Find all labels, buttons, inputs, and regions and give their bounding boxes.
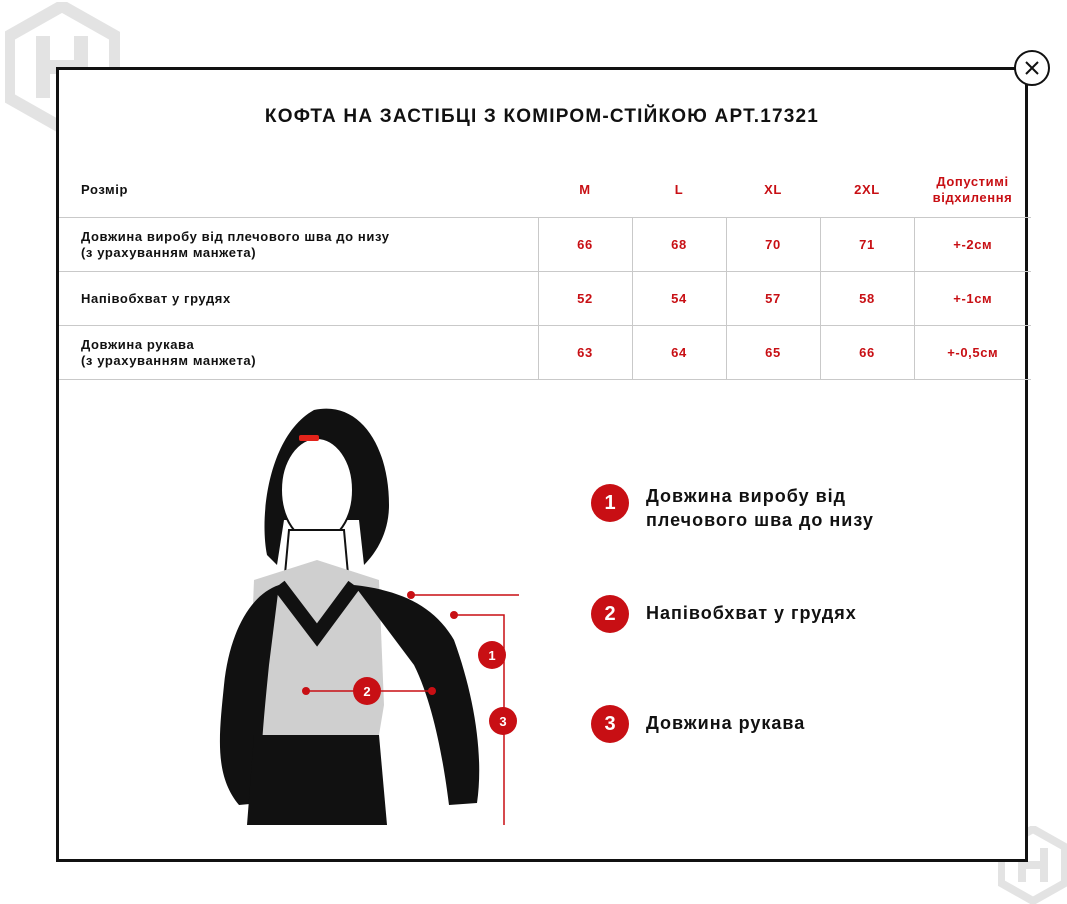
- row-label-length: [59, 218, 538, 272]
- marker-1-label: 1: [488, 648, 496, 663]
- marker-1: [474, 637, 510, 673]
- row-label-line1: Довжина виробу від плечового шва до низу: [81, 228, 390, 244]
- garment-figure: [199, 405, 519, 825]
- header-tolerance-line1: Допустимі: [936, 173, 1009, 189]
- header-size-xl: XL: [764, 182, 782, 197]
- table-cell: 66: [820, 326, 914, 380]
- row-label-line1: Довжина рукава: [81, 336, 195, 352]
- legend-text: Напівобхват у грудях: [646, 603, 857, 623]
- close-icon: [1024, 60, 1040, 76]
- table-row: [59, 218, 1031, 272]
- header-tolerance-line2: відхилення: [932, 189, 1013, 205]
- table-cell: 57: [726, 272, 820, 326]
- close-button[interactable]: [1014, 50, 1050, 86]
- modal-title: КОФТА НА ЗАСТІБЦІ З КОМІРОМ-СТІЙКОЮ АРТ.17321: [264, 106, 820, 127]
- measure-point: [450, 611, 458, 619]
- header-size-2xl: 2XL: [854, 182, 880, 197]
- table-cell: 54: [632, 272, 726, 326]
- tolerance-cell: +-0,5см: [914, 326, 1031, 380]
- header-size-m: M: [579, 182, 591, 197]
- measure-point: [428, 687, 436, 695]
- cap-detail: [299, 435, 319, 441]
- header-size-label: Розмір: [81, 182, 129, 197]
- marker-2-label: 2: [363, 684, 371, 699]
- legend-item-length: [591, 484, 991, 532]
- measure-point: [407, 591, 415, 599]
- size-chart-modal: [56, 67, 1028, 862]
- table-cell: 64: [632, 326, 726, 380]
- legend-item-chest: [591, 595, 991, 633]
- face-shape: [281, 438, 353, 542]
- table-cell: 65: [726, 326, 820, 380]
- table-cell: 66: [538, 218, 632, 272]
- header-size-l: L: [674, 182, 684, 197]
- legend-item-sleeve: [591, 705, 991, 743]
- tolerance-cell: +-1см: [914, 272, 1031, 326]
- table-cell: 68: [632, 218, 726, 272]
- row-label-line2: (з урахуванням манжета): [81, 352, 257, 368]
- pants-shape: [247, 735, 387, 825]
- tolerance-cell: +-2см: [914, 218, 1031, 272]
- legend-text: Довжина рукава: [646, 713, 806, 733]
- table-cell: 70: [726, 218, 820, 272]
- size-table: [59, 162, 1031, 380]
- legend-text: Довжина виробу від плечового шва до низу: [646, 486, 874, 530]
- row-label-line2: (з урахуванням манжета): [81, 244, 257, 260]
- table-cell: 71: [820, 218, 914, 272]
- row-label-sleeve: [59, 326, 538, 380]
- table-cell: 52: [538, 272, 632, 326]
- legend-badge: 1: [591, 484, 629, 522]
- marker-3-label: 3: [499, 714, 507, 729]
- table-cell: 63: [538, 326, 632, 380]
- row-label-chest: Напівобхват у грудях: [59, 272, 538, 326]
- legend-badge: 2: [591, 595, 629, 633]
- table-row: [59, 272, 1031, 326]
- table-cell: 58: [820, 272, 914, 326]
- table-row: [59, 326, 1031, 380]
- measure-point: [302, 687, 310, 695]
- legend-badge: 3: [591, 705, 629, 743]
- table-header-row: [59, 162, 1031, 218]
- header-tolerance: [914, 162, 1031, 218]
